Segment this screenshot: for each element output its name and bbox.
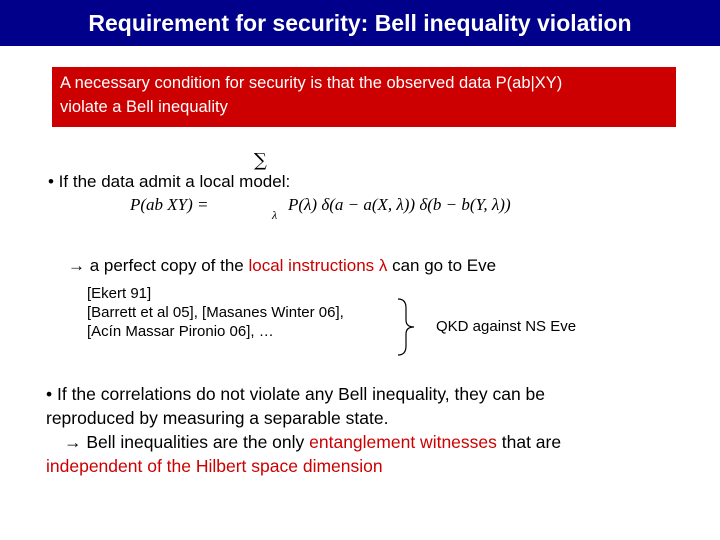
condition-line-2: violate a Bell inequality: [60, 98, 228, 116]
arrow-right-icon: →: [68, 256, 85, 275]
bullet2-line-3-suffix: that are: [496, 432, 562, 452]
hilbert-dimension-highlight: independent of the Hilbert space dimension: [46, 456, 383, 476]
title-bar: [0, 0, 720, 46]
local-instructions-highlight: local instructions λ: [248, 256, 388, 275]
bullet-local-model: • If the data admit a local model:: [48, 172, 291, 191]
consequence-suffix: can go to Eve: [387, 256, 497, 275]
bullet2-line-1: • If the correlations do not violate any Bell inequality, they can be: [46, 384, 546, 404]
condition-line-1: A necessary condition for security is that the observed data P(ab|XY): [60, 74, 563, 92]
formula-rhs: P(λ) δ(a − a(X, λ)) δ(b − b(Y, λ)): [288, 195, 511, 214]
reference-item: [Ekert 91]: [87, 285, 152, 302]
entanglement-witnesses-highlight: entanglement witnesses: [309, 432, 497, 452]
qkd-label: QKD against NS Eve: [436, 318, 577, 335]
bullet2-line-3: [46, 430, 686, 454]
reference-item: [Acín Massar Pironio 06], …: [87, 323, 274, 340]
right-brace-icon: [396, 298, 416, 356]
arrow-right-icon: →: [64, 432, 82, 452]
slide-title: Requirement for security: Bell inequality violation: [88, 9, 632, 36]
local-instructions-consequence: [68, 256, 496, 276]
condition-box: [52, 67, 676, 127]
bullet2-line-2: reproduced by measuring a separable state.: [46, 408, 389, 428]
bullet2-line-3-prefix: Bell inequalities are the only: [81, 432, 310, 452]
formula-lhs: P(ab XY) =: [130, 195, 209, 214]
reference-item: [Barrett et al 05], [Masanes Winter 06],: [87, 304, 344, 321]
sum-index: λ: [272, 208, 278, 222]
bullet-separable-state: [46, 382, 686, 478]
sum-symbol: ∑: [254, 150, 267, 171]
references-list: [87, 284, 344, 341]
consequence-prefix: a perfect copy of the: [85, 256, 249, 275]
